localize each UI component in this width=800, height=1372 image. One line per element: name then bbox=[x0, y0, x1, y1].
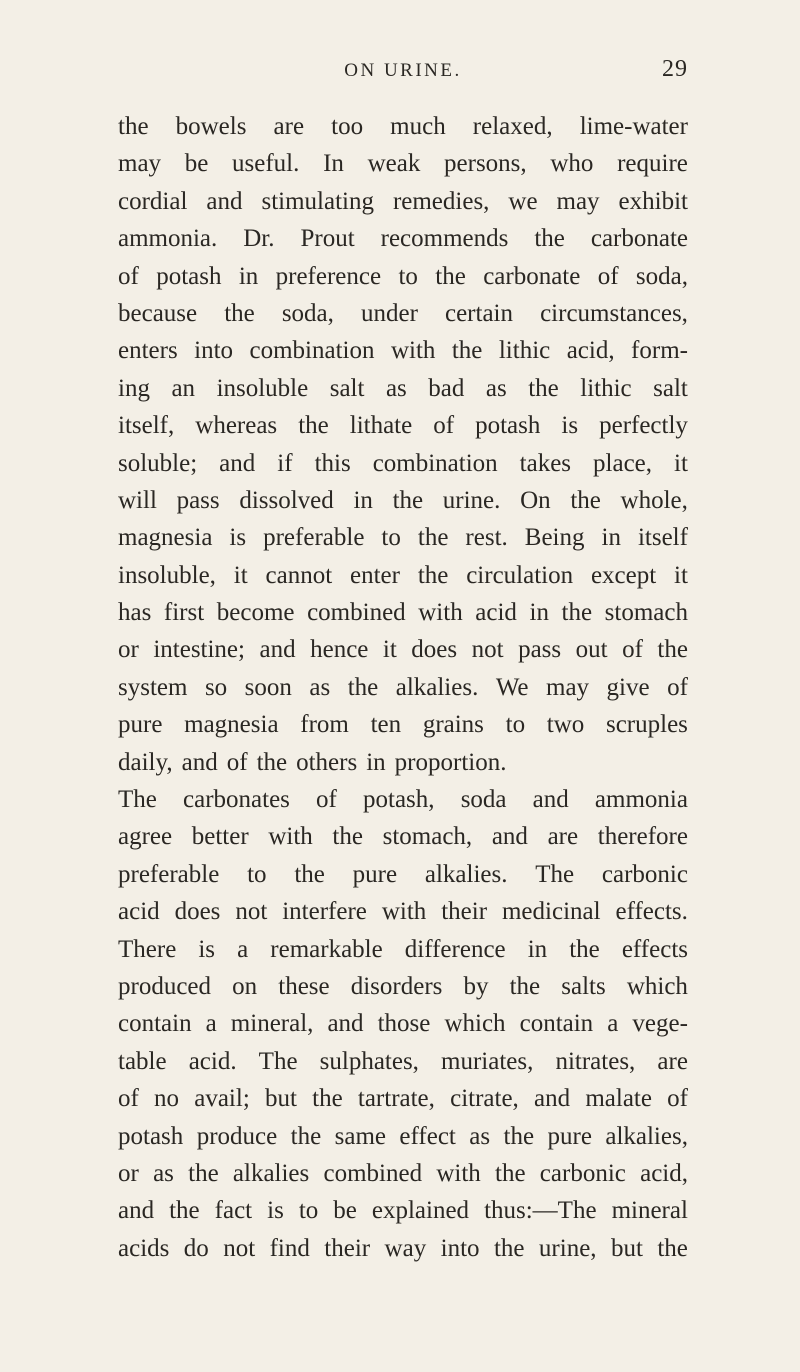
text-line: of no avail; but the tartrate, citrate, and malate of bbox=[118, 1085, 688, 1113]
text-line: magnesia is preferable to the rest. Being in itself bbox=[118, 524, 688, 552]
page-number: 29 bbox=[662, 56, 688, 82]
text-line: ammonia. Dr. Prout recommends the carbonate bbox=[118, 225, 688, 253]
running-title: ON URINE. bbox=[344, 60, 462, 81]
text-line: soluble; and if this combination takes place, it bbox=[118, 449, 688, 477]
text-line: has first become combined with acid in the stomach bbox=[118, 599, 688, 627]
text-line: of potash in preference to the carbonate of soda, bbox=[118, 262, 688, 290]
text-line: insoluble, it cannot enter the circulation except it bbox=[118, 561, 688, 589]
text-line: acids do not find their way into the urine, but the bbox=[118, 1234, 688, 1262]
text-line: preferable to the pure alkalies. The carbonic bbox=[118, 860, 688, 888]
text-line: may be useful. In weak persons, who require bbox=[118, 150, 688, 178]
text-line: itself, whereas the lithate of potash is perfectly bbox=[118, 412, 688, 440]
body-text bbox=[118, 108, 688, 1267]
text-line: agree better with the stomach, and are therefore bbox=[118, 823, 688, 851]
text-line: will pass dissolved in the urine. On the whole, bbox=[118, 486, 688, 514]
text-line: The carbonates of potash, soda and ammonia bbox=[118, 786, 688, 814]
text-line: system so soon as the alkalies. We may give of bbox=[118, 673, 688, 701]
text-line: or intestine; and hence it does not pass out of the bbox=[118, 636, 688, 664]
text-line: pure magnesia from ten grains to two scruples bbox=[118, 711, 688, 739]
text-line: the bowels are too much relaxed, lime-water bbox=[118, 113, 688, 140]
text-line: because the soda, under certain circumstances, bbox=[118, 299, 688, 327]
text-line: enters into combination with the lithic acid, form- bbox=[118, 337, 688, 365]
text-line: There is a remarkable difference in the effects bbox=[118, 935, 688, 963]
text-line: and the fact is to be explained thus:—The mineral bbox=[118, 1197, 688, 1225]
text-line: daily, and of the others in proportion. bbox=[118, 748, 507, 776]
running-head bbox=[118, 56, 688, 86]
text-line: table acid. The sulphates, muriates, nitrates, are bbox=[118, 1047, 688, 1075]
text-line: acid does not interfere with their medicinal effects. bbox=[118, 898, 688, 926]
text-line: ing an insoluble salt as bad as the lithic salt bbox=[118, 374, 688, 402]
text-line: contain a mineral, and those which contain a vege- bbox=[118, 1010, 688, 1038]
text-line: cordial and stimulating remedies, we may exhibit bbox=[118, 187, 688, 215]
text-line: or as the alkalies combined with the carbonic acid, bbox=[118, 1159, 688, 1187]
text-line: potash produce the same effect as the pure alkalies, bbox=[118, 1122, 688, 1150]
text-line: produced on these disorders by the salts which bbox=[118, 972, 688, 1000]
